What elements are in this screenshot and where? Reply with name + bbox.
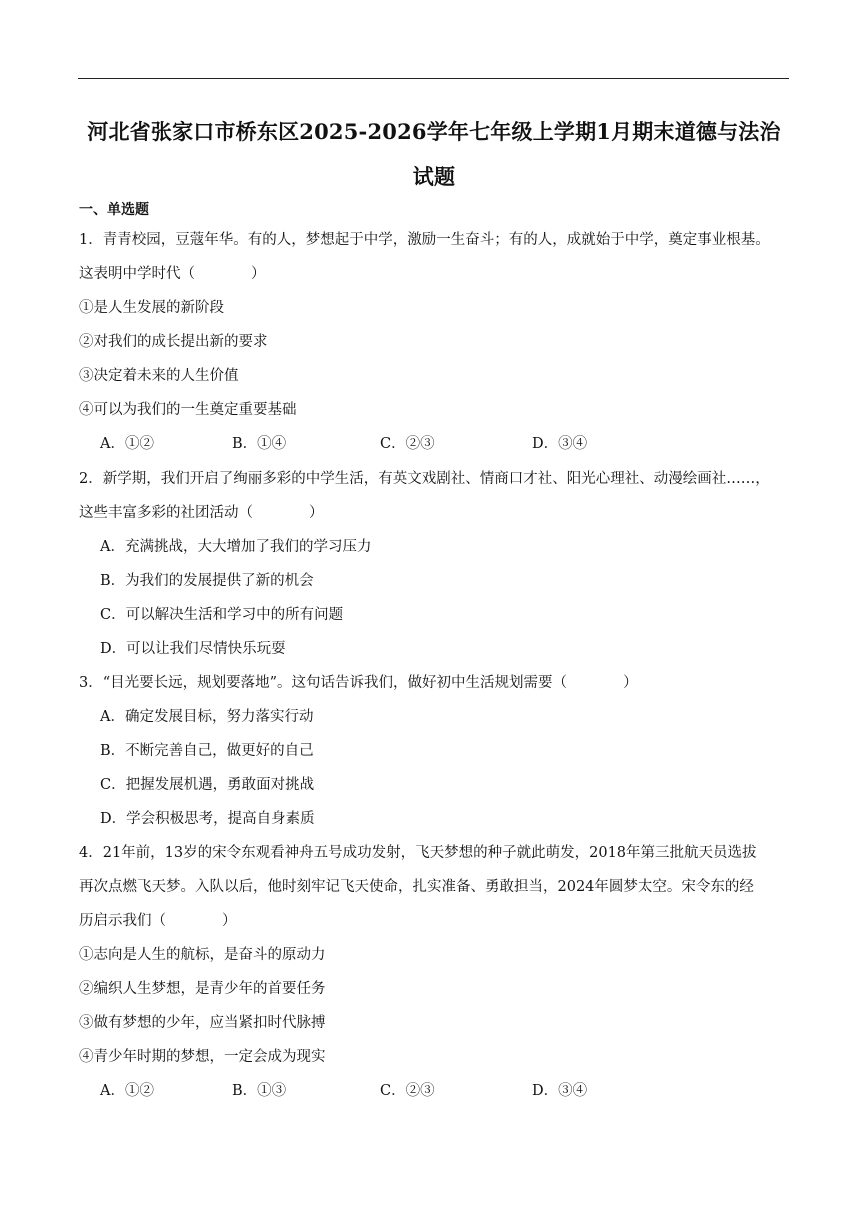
q4-stem-line3: 历启示我们（ ） (79, 913, 237, 929)
q4-stem-line2: 再次点燃飞天梦。入队以后，他时刻牢记飞天使命，扎实准备、勇敢担当，2024年圆梦太空。宋令东的经 (79, 879, 754, 895)
q1-option-a[interactable]: A．①② (100, 436, 154, 452)
q1-option-b[interactable]: B．①④ (232, 436, 287, 452)
page-title: 河北省张家口市桥东区2025-2026学年七年级上学期1月期末道德与法治 (87, 119, 781, 144)
page-title-continued: 试题 (412, 164, 456, 189)
q1-statement-4: ④可以为我们的一生奠定重要基础 (79, 402, 297, 418)
q4-statement-4: ④青少年时期的梦想，一定会成为现实 (79, 1049, 326, 1065)
q1-stem-line2: 这表明中学时代（ ） (79, 266, 266, 282)
q4-option-d[interactable]: D．③④ (532, 1083, 588, 1099)
q4-statement-2: ②编织人生梦想，是青少年的首要任务 (79, 981, 326, 997)
q3-stem-line1: 3．“目光要长远，规划要落地”。这句话告诉我们，做好初中生活规划需要（ ） (79, 675, 638, 691)
q2-option-d[interactable]: D．可以让我们尽情快乐玩耍 (100, 641, 286, 657)
q4-statement-3: ③做有梦想的少年，应当紧扣时代脉搏 (79, 1015, 326, 1031)
q2-stem-line2: 这些丰富多彩的社团活动（ ） (79, 505, 324, 521)
q3-option-a[interactable]: A．确定发展目标，努力落实行动 (100, 709, 314, 725)
q4-option-c[interactable]: C．②③ (380, 1083, 435, 1099)
q4-option-b[interactable]: B．①③ (232, 1083, 287, 1099)
q3-option-d[interactable]: D．学会积极思考，提高自身素质 (100, 811, 315, 827)
q1-statement-3: ③决定着未来的人生价值 (79, 368, 239, 384)
q4-options (100, 1081, 700, 1101)
q2-option-a[interactable]: A．充满挑战，大大增加了我们的学习压力 (100, 539, 372, 555)
q1-option-d[interactable]: D．③④ (532, 436, 588, 452)
q2-stem-line1: 2．新学期，我们开启了绚丽多彩的中学生活，有英文戏剧社、情商口才社、阳光心理社、动漫绘画社……， (79, 471, 770, 487)
section-heading: 一、单选题 (79, 202, 149, 218)
q4-statement-1: ①志向是人生的航标，是奋斗的原动力 (79, 947, 326, 963)
q1-statement-2: ②对我们的成长提出新的要求 (79, 334, 268, 350)
q1-options (100, 434, 700, 454)
q3-option-b[interactable]: B．不断完善自己，做更好的自己 (100, 743, 314, 759)
q1-option-c[interactable]: C．②③ (380, 436, 435, 452)
q1-statement-1: ①是人生发展的新阶段 (79, 300, 224, 316)
q2-option-c[interactable]: C．可以解决生活和学习中的所有问题 (100, 607, 344, 623)
q4-stem-line1: 4．21年前，13岁的宋令东观看神舟五号成功发射，飞天梦想的种子就此萌发，2018年第三批航天员选拔 (79, 845, 757, 861)
q1-stem-line1: 1．青青校园，豆蔻年华。有的人，梦想起于中学，激励一生奋斗；有的人，成就始于中学，奠定事业根基。 (79, 232, 770, 248)
q3-option-c[interactable]: C．把握发展机遇，勇敢面对挑战 (100, 777, 315, 793)
q2-option-b[interactable]: B．为我们的发展提供了新的机会 (100, 573, 314, 589)
header-rule (78, 78, 789, 79)
q4-option-a[interactable]: A．①② (100, 1083, 154, 1099)
